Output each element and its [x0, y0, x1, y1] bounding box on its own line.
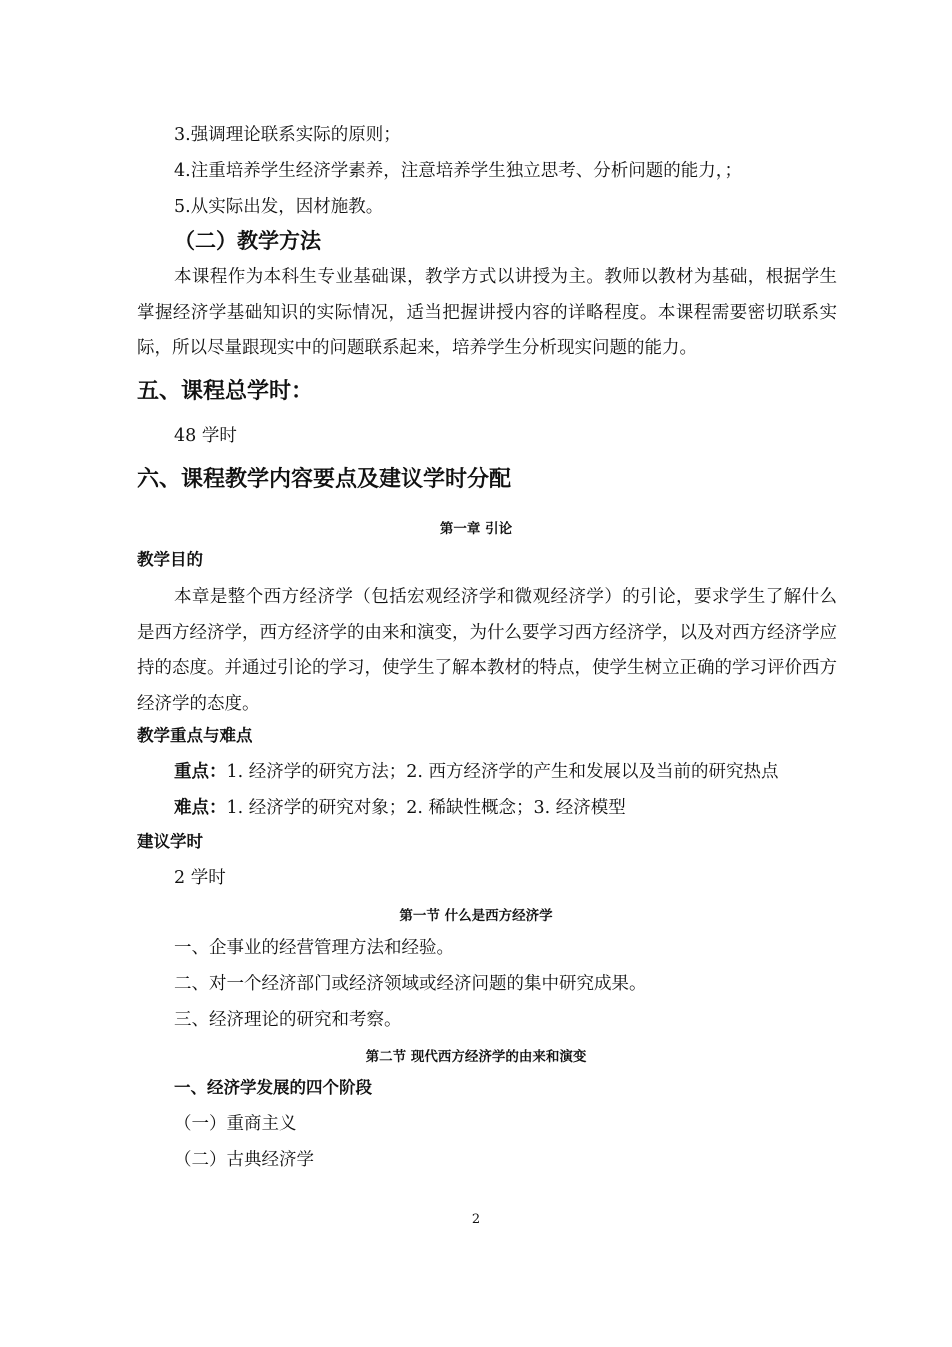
- principle-3: 3.强调理论联系实际的原则；: [174, 125, 401, 145]
- key-text: 1. 经济学的研究方法；2. 西方经济学的产生和发展以及当前的研究热点: [226, 762, 779, 782]
- chapter1-key-heading: 教学重点与难点: [137, 726, 253, 745]
- difficult-label: 难点：: [174, 798, 227, 818]
- section1-1-title: 第一节 什么是西方经济学: [399, 908, 553, 924]
- section1-2-title: 第二节 现代西方经济学的由来和演变: [365, 1049, 587, 1065]
- section1-2-item: （二）古典经济学: [174, 1150, 314, 1170]
- methods-paragraph: 本课程作为本科生专业基础课，教学方式以讲授为主。教师以教材为基础，根据学生掌握经济学基础知识的实际情况，适当把握讲授内容的详略程度。本课程需要密切联系实际，所以尽量跟现实中的问题联系起来，培养学生分析现实问题的能力。: [137, 267, 837, 359]
- section1-2-subheading: 一、经济学发展的四个阶段: [174, 1078, 372, 1097]
- section5-hours: 48 学时: [174, 426, 237, 446]
- principle-4: 4.注重培养学生经济学素养，注意培养学生独立思考、分析问题的能力，；: [174, 161, 742, 181]
- section5-heading: 五、课程总学时：: [137, 379, 314, 404]
- section1-1-item: 一、企事业的经营管理方法和经验。: [174, 938, 454, 958]
- section1-1-item: 三、经济理论的研究和考察。: [174, 1010, 402, 1030]
- page-number: 2: [471, 1212, 481, 1227]
- section6-heading: 六、课程教学内容要点及建议学时分配: [137, 467, 512, 492]
- key-label: 重点：: [174, 762, 227, 782]
- chapter1-aim-heading: 教学目的: [137, 550, 203, 569]
- chapter1-difficult-line: [174, 796, 626, 820]
- chapter1-aim-paragraph: 本章是整个西方经济学（包括宏观经济学和微观经济学）的引论，要求学生了解什么是西方经济学，西方经济学的由来和演变，为什么要学习西方经济学，以及对西方经济学应持的态度。并通过引论的学习，使学生了解本教材的特点，使学生树立正确的学习评价西方经济学的态度。: [137, 587, 837, 715]
- methods-heading: （二）教学方法: [174, 229, 321, 253]
- section1-2-item: （一）重商主义: [174, 1114, 297, 1134]
- difficult-text: 1. 经济学的研究对象；2. 稀缺性概念；3. 经济模型: [226, 798, 626, 818]
- chapter1-title: 第一章 引论: [439, 521, 513, 537]
- chapter1-hours: 2 学时: [174, 868, 226, 888]
- chapter1-hours-heading: 建议学时: [137, 832, 203, 851]
- chapter1-key-line: [174, 760, 779, 784]
- principle-5: 5.从实际出发，因材施教。: [174, 197, 384, 217]
- section1-1-item: 二、对一个经济部门或经济领域或经济问题的集中研究成果。: [174, 974, 647, 994]
